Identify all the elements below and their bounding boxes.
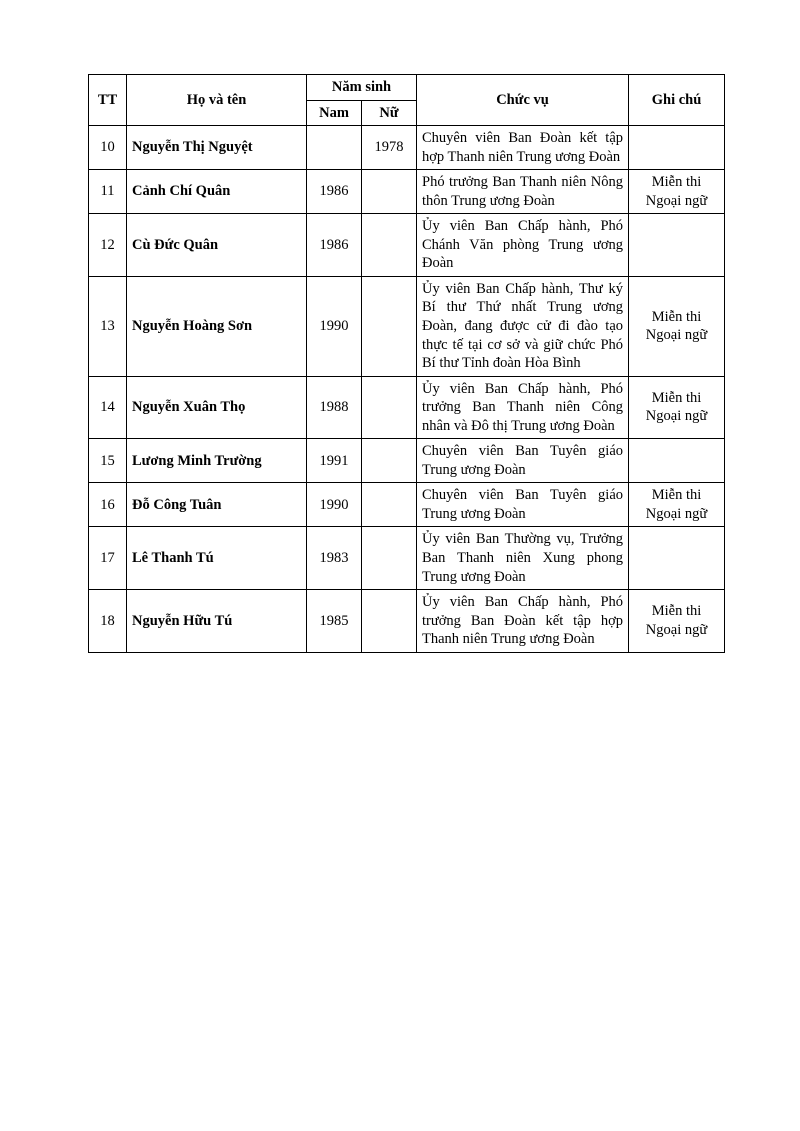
cell-note xyxy=(629,483,725,527)
cell-tt: 17 xyxy=(89,527,127,590)
header-birth-year: Năm sinh xyxy=(307,75,417,101)
table-row xyxy=(89,439,725,483)
cell-name: Nguyễn Hoàng Sơn xyxy=(127,276,307,376)
table-header xyxy=(89,75,725,126)
table-row xyxy=(89,527,725,590)
header-note: Ghi chú xyxy=(629,75,725,126)
cell-male-year: 1983 xyxy=(307,527,362,590)
cell-male-year: 1988 xyxy=(307,376,362,439)
cell-female-year xyxy=(362,483,417,527)
note-line-2: Ngoại ngữ xyxy=(645,505,708,522)
cell-female-year xyxy=(362,439,417,483)
cell-male-year: 1990 xyxy=(307,276,362,376)
cell-position: Ủy viên Ban Chấp hành, Phó Chánh Văn phòng Trung ương Đoàn xyxy=(417,214,629,277)
cell-tt: 18 xyxy=(89,590,127,653)
cell-tt: 10 xyxy=(89,126,127,170)
table-row xyxy=(89,126,725,170)
cell-female-year xyxy=(362,590,417,653)
note-line-1: Miễn thi xyxy=(651,308,702,325)
header-row-1 xyxy=(89,75,725,101)
cell-name: Cảnh Chí Quân xyxy=(127,170,307,214)
note-line-1: Miễn thi xyxy=(651,603,702,620)
header-tt: TT xyxy=(89,75,127,126)
cell-female-year: 1978 xyxy=(362,126,417,170)
cell-male-year: 1991 xyxy=(307,439,362,483)
table-row xyxy=(89,276,725,376)
table-row xyxy=(89,483,725,527)
cell-name: Đỗ Công Tuân xyxy=(127,483,307,527)
cell-female-year xyxy=(362,276,417,376)
cell-name: Lương Minh Trường xyxy=(127,439,307,483)
note-line-2: Ngoại ngữ xyxy=(645,327,708,344)
cell-female-year xyxy=(362,376,417,439)
cell-male-year: 1986 xyxy=(307,214,362,277)
cell-tt: 15 xyxy=(89,439,127,483)
note-line-2: Ngoại ngữ xyxy=(645,192,708,209)
cell-male-year: 1986 xyxy=(307,170,362,214)
cell-name: Lê Thanh Tú xyxy=(127,527,307,590)
cell-tt: 14 xyxy=(89,376,127,439)
cell-name: Cù Đức Quân xyxy=(127,214,307,277)
cell-position: Chuyên viên Ban Đoàn kết tập hợp Thanh niên Trung ương Đoàn xyxy=(417,126,629,170)
table-row xyxy=(89,376,725,439)
header-male: Nam xyxy=(307,100,362,126)
cell-note xyxy=(629,214,725,277)
cell-note xyxy=(629,527,725,590)
personnel-table-container xyxy=(88,74,724,653)
cell-name: Nguyễn Hữu Tú xyxy=(127,590,307,653)
cell-position: Ủy viên Ban Chấp hành, Phó trưởng Ban Thanh niên Công nhân và Đô thị Trung ương Đoàn xyxy=(417,376,629,439)
header-position: Chức vụ xyxy=(417,75,629,126)
cell-note xyxy=(629,439,725,483)
cell-tt: 13 xyxy=(89,276,127,376)
cell-tt: 12 xyxy=(89,214,127,277)
cell-female-year xyxy=(362,170,417,214)
cell-position: Ủy viên Ban Chấp hành, Phó trưởng Ban Đoàn kết tập hợp Thanh niên Trung ương Đoàn xyxy=(417,590,629,653)
table-row xyxy=(89,170,725,214)
cell-note xyxy=(629,170,725,214)
cell-position: Ủy viên Ban Chấp hành, Thư ký Bí thư Thứ nhất Trung ương Đoàn, đang được cử đi đào tạo thực tế tại cơ sở và giữ chức Phó Bí thư Tỉnh đoàn Hòa Bình xyxy=(417,276,629,376)
cell-female-year xyxy=(362,214,417,277)
personnel-table xyxy=(88,74,725,653)
note-line-2: Ngoại ngữ xyxy=(645,621,708,638)
header-name: Họ và tên xyxy=(127,75,307,126)
note-line-1: Miễn thi xyxy=(651,174,702,191)
cell-position: Ủy viên Ban Thường vụ, Trưởng Ban Thanh niên Xung phong Trung ương Đoàn xyxy=(417,527,629,590)
cell-position: Phó trưởng Ban Thanh niên Nông thôn Trung ương Đoàn xyxy=(417,170,629,214)
table-body xyxy=(89,126,725,653)
cell-male-year xyxy=(307,126,362,170)
cell-male-year: 1990 xyxy=(307,483,362,527)
cell-tt: 11 xyxy=(89,170,127,214)
header-female: Nữ xyxy=(362,100,417,126)
cell-name: Nguyễn Xuân Thọ xyxy=(127,376,307,439)
cell-note xyxy=(629,590,725,653)
note-line-2: Ngoại ngữ xyxy=(645,408,708,425)
cell-note xyxy=(629,376,725,439)
note-line-1: Miễn thi xyxy=(651,389,702,406)
cell-male-year: 1985 xyxy=(307,590,362,653)
cell-position: Chuyên viên Ban Tuyên giáo Trung ương Đoàn xyxy=(417,483,629,527)
cell-name: Nguyễn Thị Nguyệt xyxy=(127,126,307,170)
table-row xyxy=(89,214,725,277)
cell-note xyxy=(629,126,725,170)
note-line-1: Miễn thi xyxy=(651,487,702,504)
cell-female-year xyxy=(362,527,417,590)
cell-position: Chuyên viên Ban Tuyên giáo Trung ương Đoàn xyxy=(417,439,629,483)
cell-note xyxy=(629,276,725,376)
table-row xyxy=(89,590,725,653)
cell-tt: 16 xyxy=(89,483,127,527)
